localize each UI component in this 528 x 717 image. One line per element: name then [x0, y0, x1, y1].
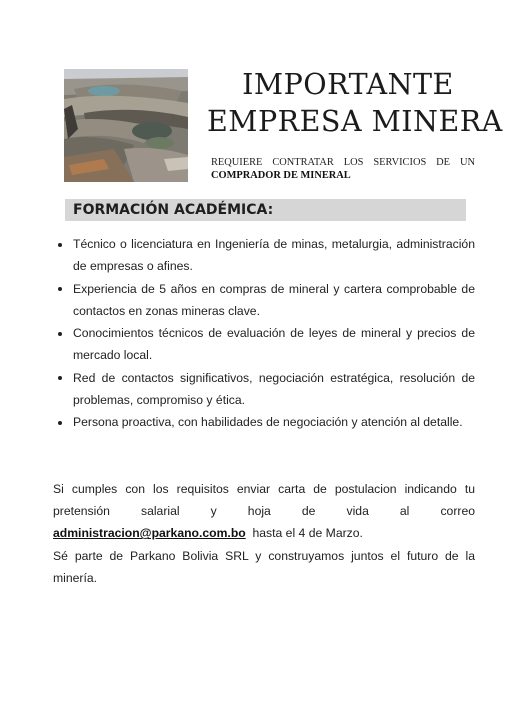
list-item-text: Experiencia de 5 años en compras de mineral y cartera comprobable de contactos en zonas mineras clave.	[73, 281, 475, 318]
requiere-text: REQUIERE CONTRATAR LOS SERVICIOS DE UN	[211, 157, 475, 168]
section-header-bar	[65, 199, 466, 221]
list-item-text: Persona proactiva, con habilidades de negociación y atención al detalle.	[73, 415, 463, 430]
bullet-icon	[58, 332, 62, 336]
list-item	[56, 322, 475, 367]
section-title: FORMACIÓN ACADÉMICA:	[73, 202, 274, 218]
list-item-text: Conocimientos técnicos de evaluación de leyes de mineral y precios de mercado local.	[73, 326, 475, 363]
list-item	[56, 367, 475, 412]
list-item-text: Técnico o licenciatura en Ingeniería de minas, metalurgia, administración de empresas o afines.	[73, 237, 475, 274]
list-item	[56, 278, 475, 323]
title-line-2: EMPRESA MINERA	[207, 105, 503, 138]
email-link[interactable]: administracion@parkano.com.bo	[53, 526, 246, 541]
list-item	[56, 233, 475, 278]
application-instructions: Si cumples con los requisitos enviar carta de postulacion indicando tu pretensión salarial y hoja de vida al correo	[53, 482, 475, 519]
title-line-1: IMPORTANTE	[242, 68, 454, 101]
application-contact	[53, 522, 475, 544]
requirements-list	[56, 233, 475, 434]
bullet-icon	[58, 421, 62, 425]
list-item	[56, 411, 475, 433]
closing-text: Sé parte de Parkano Bolivia SRL y construyamos juntos el futuro de la minería.	[53, 548, 475, 585]
position-title: COMPRADOR DE MINERAL	[211, 170, 351, 181]
bullet-icon	[58, 287, 62, 291]
list-item-text: Red de contactos significativos, negociación estratégica, resolución de problemas, compromiso y ética.	[73, 370, 475, 408]
bullet-icon	[58, 376, 62, 380]
deadline-text: hasta el 4 de Marzo.	[252, 526, 363, 541]
page-title	[207, 66, 503, 140]
bullet-icon	[58, 243, 62, 247]
open-pit-mine-photo	[64, 69, 188, 182]
application-paragraph	[53, 478, 475, 589]
